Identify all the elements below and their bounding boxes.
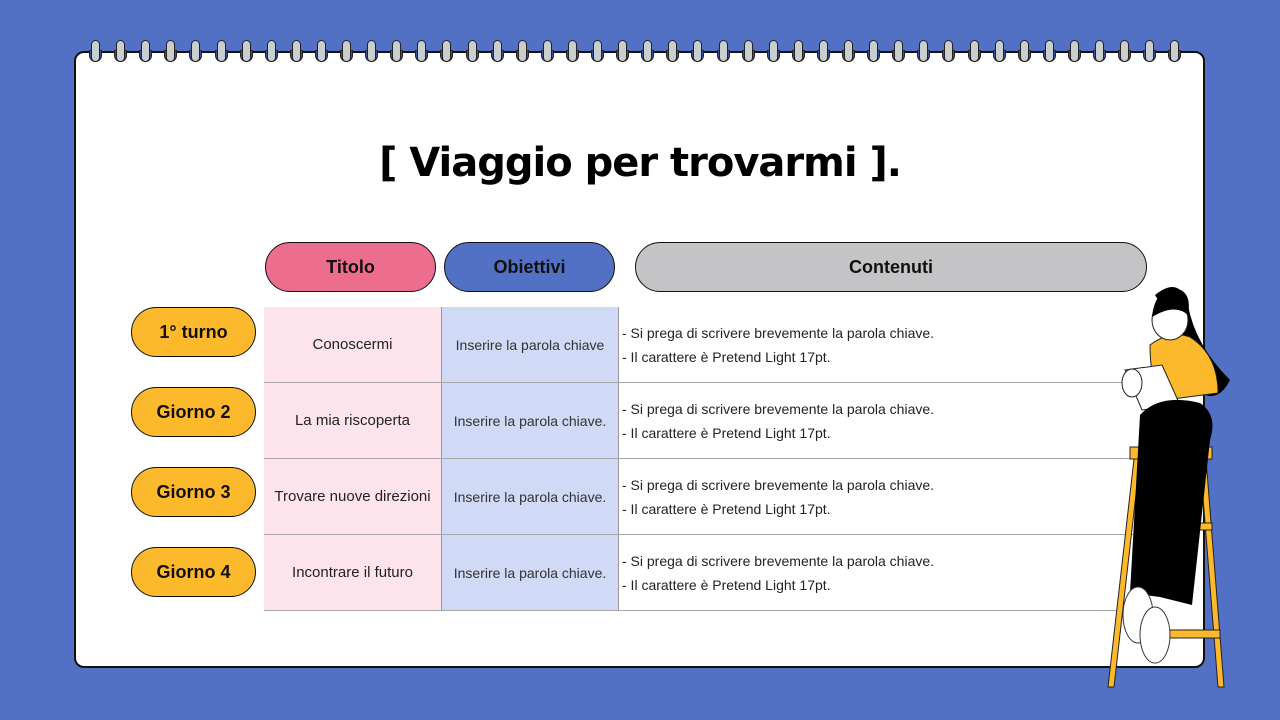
woman-on-stool-illustration bbox=[1100, 275, 1240, 695]
spiral-binding bbox=[0, 40, 1280, 70]
ring-icon bbox=[1095, 40, 1104, 62]
cell-titolo: Incontrare il futuro bbox=[264, 535, 442, 610]
content-line: - Si prega di scrivere brevemente la parola chiave. bbox=[622, 476, 935, 493]
table-row bbox=[264, 535, 1134, 611]
ring-icon bbox=[593, 40, 602, 62]
ring-icon bbox=[769, 40, 778, 62]
ring-icon bbox=[1120, 40, 1129, 62]
ring-icon bbox=[442, 40, 451, 62]
ring-icon bbox=[493, 40, 502, 62]
ring-icon bbox=[794, 40, 803, 62]
table-row bbox=[264, 383, 1134, 459]
ring-icon bbox=[1070, 40, 1079, 62]
cell-contenuti bbox=[619, 383, 1134, 458]
ring-icon bbox=[970, 40, 979, 62]
cell-contenuti bbox=[619, 307, 1134, 382]
ring-icon bbox=[1170, 40, 1179, 62]
ring-icon bbox=[367, 40, 376, 62]
cell-titolo: La mia riscoperta bbox=[264, 383, 442, 458]
ring-icon bbox=[141, 40, 150, 62]
cell-obiettivi: Inserire la parola chiave. bbox=[442, 459, 619, 534]
ring-icon bbox=[543, 40, 552, 62]
content-line: - Si prega di scrivere brevemente la parola chiave. bbox=[622, 400, 935, 417]
day-label: Giorno 4 bbox=[131, 547, 256, 597]
ring-icon bbox=[693, 40, 702, 62]
ring-icon bbox=[518, 40, 527, 62]
ring-icon bbox=[342, 40, 351, 62]
content-line: - Si prega di scrivere brevemente la parola chiave. bbox=[622, 552, 935, 569]
content-line: - Il carattere è Pretend Light 17pt. bbox=[622, 424, 831, 441]
ring-icon bbox=[643, 40, 652, 62]
table-row bbox=[264, 459, 1134, 535]
ring-icon bbox=[417, 40, 426, 62]
ring-icon bbox=[267, 40, 276, 62]
content-line: - Il carattere è Pretend Light 17pt. bbox=[622, 576, 831, 593]
cell-contenuti bbox=[619, 535, 1134, 610]
schedule-table bbox=[264, 307, 1134, 611]
ring-icon bbox=[919, 40, 928, 62]
ring-icon bbox=[819, 40, 828, 62]
ring-icon bbox=[568, 40, 577, 62]
content-line: - Il carattere è Pretend Light 17pt. bbox=[622, 348, 831, 365]
cell-obiettivi: Inserire la parola chiave. bbox=[442, 383, 619, 458]
ring-icon bbox=[869, 40, 878, 62]
ring-icon bbox=[116, 40, 125, 62]
ring-icon bbox=[191, 40, 200, 62]
ring-icon bbox=[618, 40, 627, 62]
header-titolo: Titolo bbox=[265, 242, 436, 292]
ring-icon bbox=[166, 40, 175, 62]
day-label: Giorno 3 bbox=[131, 467, 256, 517]
day-label: 1° turno bbox=[131, 307, 256, 357]
ring-icon bbox=[1045, 40, 1054, 62]
cell-titolo: Trovare nuove direzioni bbox=[264, 459, 442, 534]
content-line: - Il carattere è Pretend Light 17pt. bbox=[622, 500, 831, 517]
content-line: - Si prega di scrivere brevemente la parola chiave. bbox=[622, 324, 935, 341]
ring-icon bbox=[668, 40, 677, 62]
ring-icon bbox=[944, 40, 953, 62]
ring-icon bbox=[744, 40, 753, 62]
ring-icon bbox=[317, 40, 326, 62]
ring-icon bbox=[91, 40, 100, 62]
header-contenuti: Contenuti bbox=[635, 242, 1147, 292]
ring-icon bbox=[217, 40, 226, 62]
ring-icon bbox=[995, 40, 1004, 62]
ring-icon bbox=[844, 40, 853, 62]
ring-icon bbox=[292, 40, 301, 62]
cell-titolo: Conoscermi bbox=[264, 307, 442, 382]
cell-obiettivi: Inserire la parola chiave bbox=[442, 307, 619, 382]
table-row bbox=[264, 307, 1134, 383]
slide-title: [ Viaggio per trovarmi ]. bbox=[379, 140, 901, 186]
ring-icon bbox=[242, 40, 251, 62]
ring-icon bbox=[1145, 40, 1154, 62]
cell-obiettivi: Inserire la parola chiave. bbox=[442, 535, 619, 610]
ring-icon bbox=[392, 40, 401, 62]
ring-icon bbox=[719, 40, 728, 62]
day-label: Giorno 2 bbox=[131, 387, 256, 437]
ring-icon bbox=[468, 40, 477, 62]
ring-icon bbox=[894, 40, 903, 62]
cell-contenuti bbox=[619, 459, 1134, 534]
ring-icon bbox=[1020, 40, 1029, 62]
header-obiettivi: Obiettivi bbox=[444, 242, 615, 292]
